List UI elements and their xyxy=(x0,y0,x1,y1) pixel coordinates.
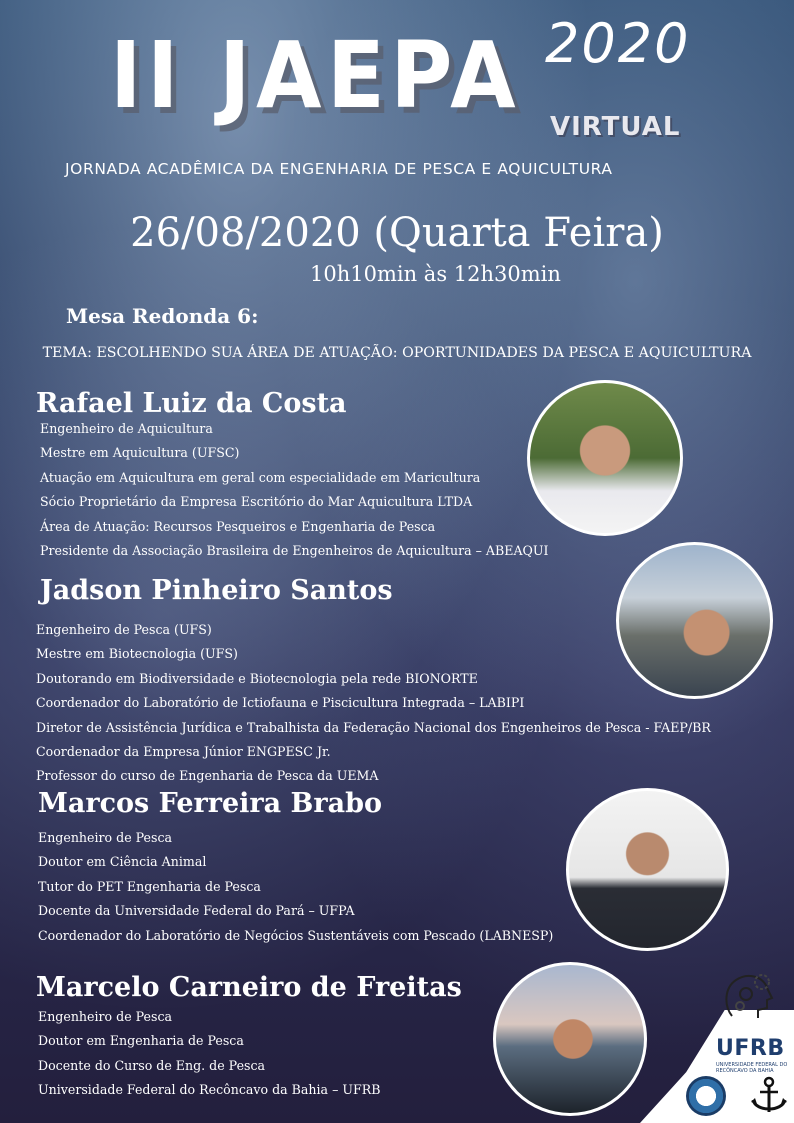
bio-line: Doutorando em Biodiversidade e Biotecnologia pela rede BIONORTE xyxy=(36,670,478,686)
bio-line: Universidade Federal do Recôncavo da Bahia – UFRB xyxy=(38,1082,381,1098)
bio-line: Coordenador do Laboratório de Negócios Sustentáveis com Pescado (LABNESP) xyxy=(38,927,554,943)
speaker-name: Jadson Pinheiro Santos xyxy=(40,575,393,606)
event-mode: VIRTUAL xyxy=(550,112,681,142)
bio-line: Professor do curso de Engenharia de Pesca da UEMA xyxy=(36,768,379,784)
speaker-photo xyxy=(493,962,647,1116)
speaker-photo xyxy=(616,542,773,699)
speaker-photo xyxy=(527,380,683,536)
bio-line: Diretor de Assistência Jurídica e Trabalhista da Federação Nacional dos Engenheiros de Pesca - FAEP/BR xyxy=(36,719,711,735)
speaker-name: Marcos Ferreira Brabo xyxy=(38,788,382,819)
bio-line: Docente do Curso de Eng. de Pesca xyxy=(38,1057,266,1073)
speaker-photo xyxy=(566,788,729,951)
bio-line: Coordenador do Laboratório de Ictiofauna e Piscicultura Integrada – LABIPI xyxy=(36,695,525,711)
speaker-bio xyxy=(38,826,553,948)
speaker-name: Rafael Luiz da Costa xyxy=(36,388,347,419)
bio-line: Atuação em Aquicultura em geral com especialidade em Maricultura xyxy=(40,469,481,485)
bio-line: Mestre em Aquicultura (UFSC) xyxy=(40,445,240,461)
ufrb-logo: UFRB xyxy=(716,1036,785,1061)
bio-line: Área de Atuação: Recursos Pesqueiros e Engenharia de Pesca xyxy=(40,518,436,534)
event-year: 2020 xyxy=(545,12,691,75)
anchor-icon xyxy=(748,1074,790,1118)
event-title: II JAEPA xyxy=(110,22,522,129)
speaker-bio xyxy=(40,417,548,563)
bio-line: Coordenador da Empresa Júnior ENGPESC Jr. xyxy=(36,743,331,759)
bio-line: Engenheiro de Pesca xyxy=(38,1009,173,1024)
bio-line: Presidente da Associação Brasileira de Engenheiros de Aquicultura – ABEAQUI xyxy=(40,542,549,558)
head-gears-icon xyxy=(718,966,778,1026)
bio-line: Engenheiro de Aquicultura xyxy=(40,421,213,436)
bio-line: Tutor do PET Engenharia de Pesca xyxy=(38,878,261,894)
session-theme: TEMA: ESCOLHENDO SUA ÁREA DE ATUAÇÃO: OPORTUNIDADES DA PESCA E AQUICULTURA xyxy=(42,345,752,361)
speaker-name: Marcelo Carneiro de Freitas xyxy=(36,972,462,1003)
speaker-bio xyxy=(38,1005,380,1103)
speaker-bio xyxy=(36,618,711,789)
ufrb-caption: UNIVERSIDADE FEDERAL DO RECÔNCAVO DA BAHIA xyxy=(716,1062,788,1074)
bio-line: Engenheiro de Pesca xyxy=(38,830,173,845)
bio-line: Engenheiro de Pesca (UFS) xyxy=(36,622,212,637)
bio-line: Doutor em Ciência Animal xyxy=(38,854,207,870)
bio-line: Mestre em Biotecnologia (UFS) xyxy=(36,646,238,662)
session-label: Mesa Redonda 6: xyxy=(66,304,259,328)
event-subtitle: JORNADA ACADÊMICA DA ENGENHARIA DE PESCA E AQUICULTURA xyxy=(65,160,613,178)
bio-line: Sócio Proprietário da Empresa Escritório do Mar Aquicultura LTDA xyxy=(40,494,473,510)
event-date: 26/08/2020 (Quarta Feira) xyxy=(130,210,664,256)
event-time: 10h10min às 12h30min xyxy=(310,262,561,286)
seal-icon xyxy=(686,1076,726,1116)
bio-line: Doutor em Engenharia de Pesca xyxy=(38,1033,244,1049)
bio-line: Docente da Universidade Federal do Pará – UFPA xyxy=(38,903,355,919)
